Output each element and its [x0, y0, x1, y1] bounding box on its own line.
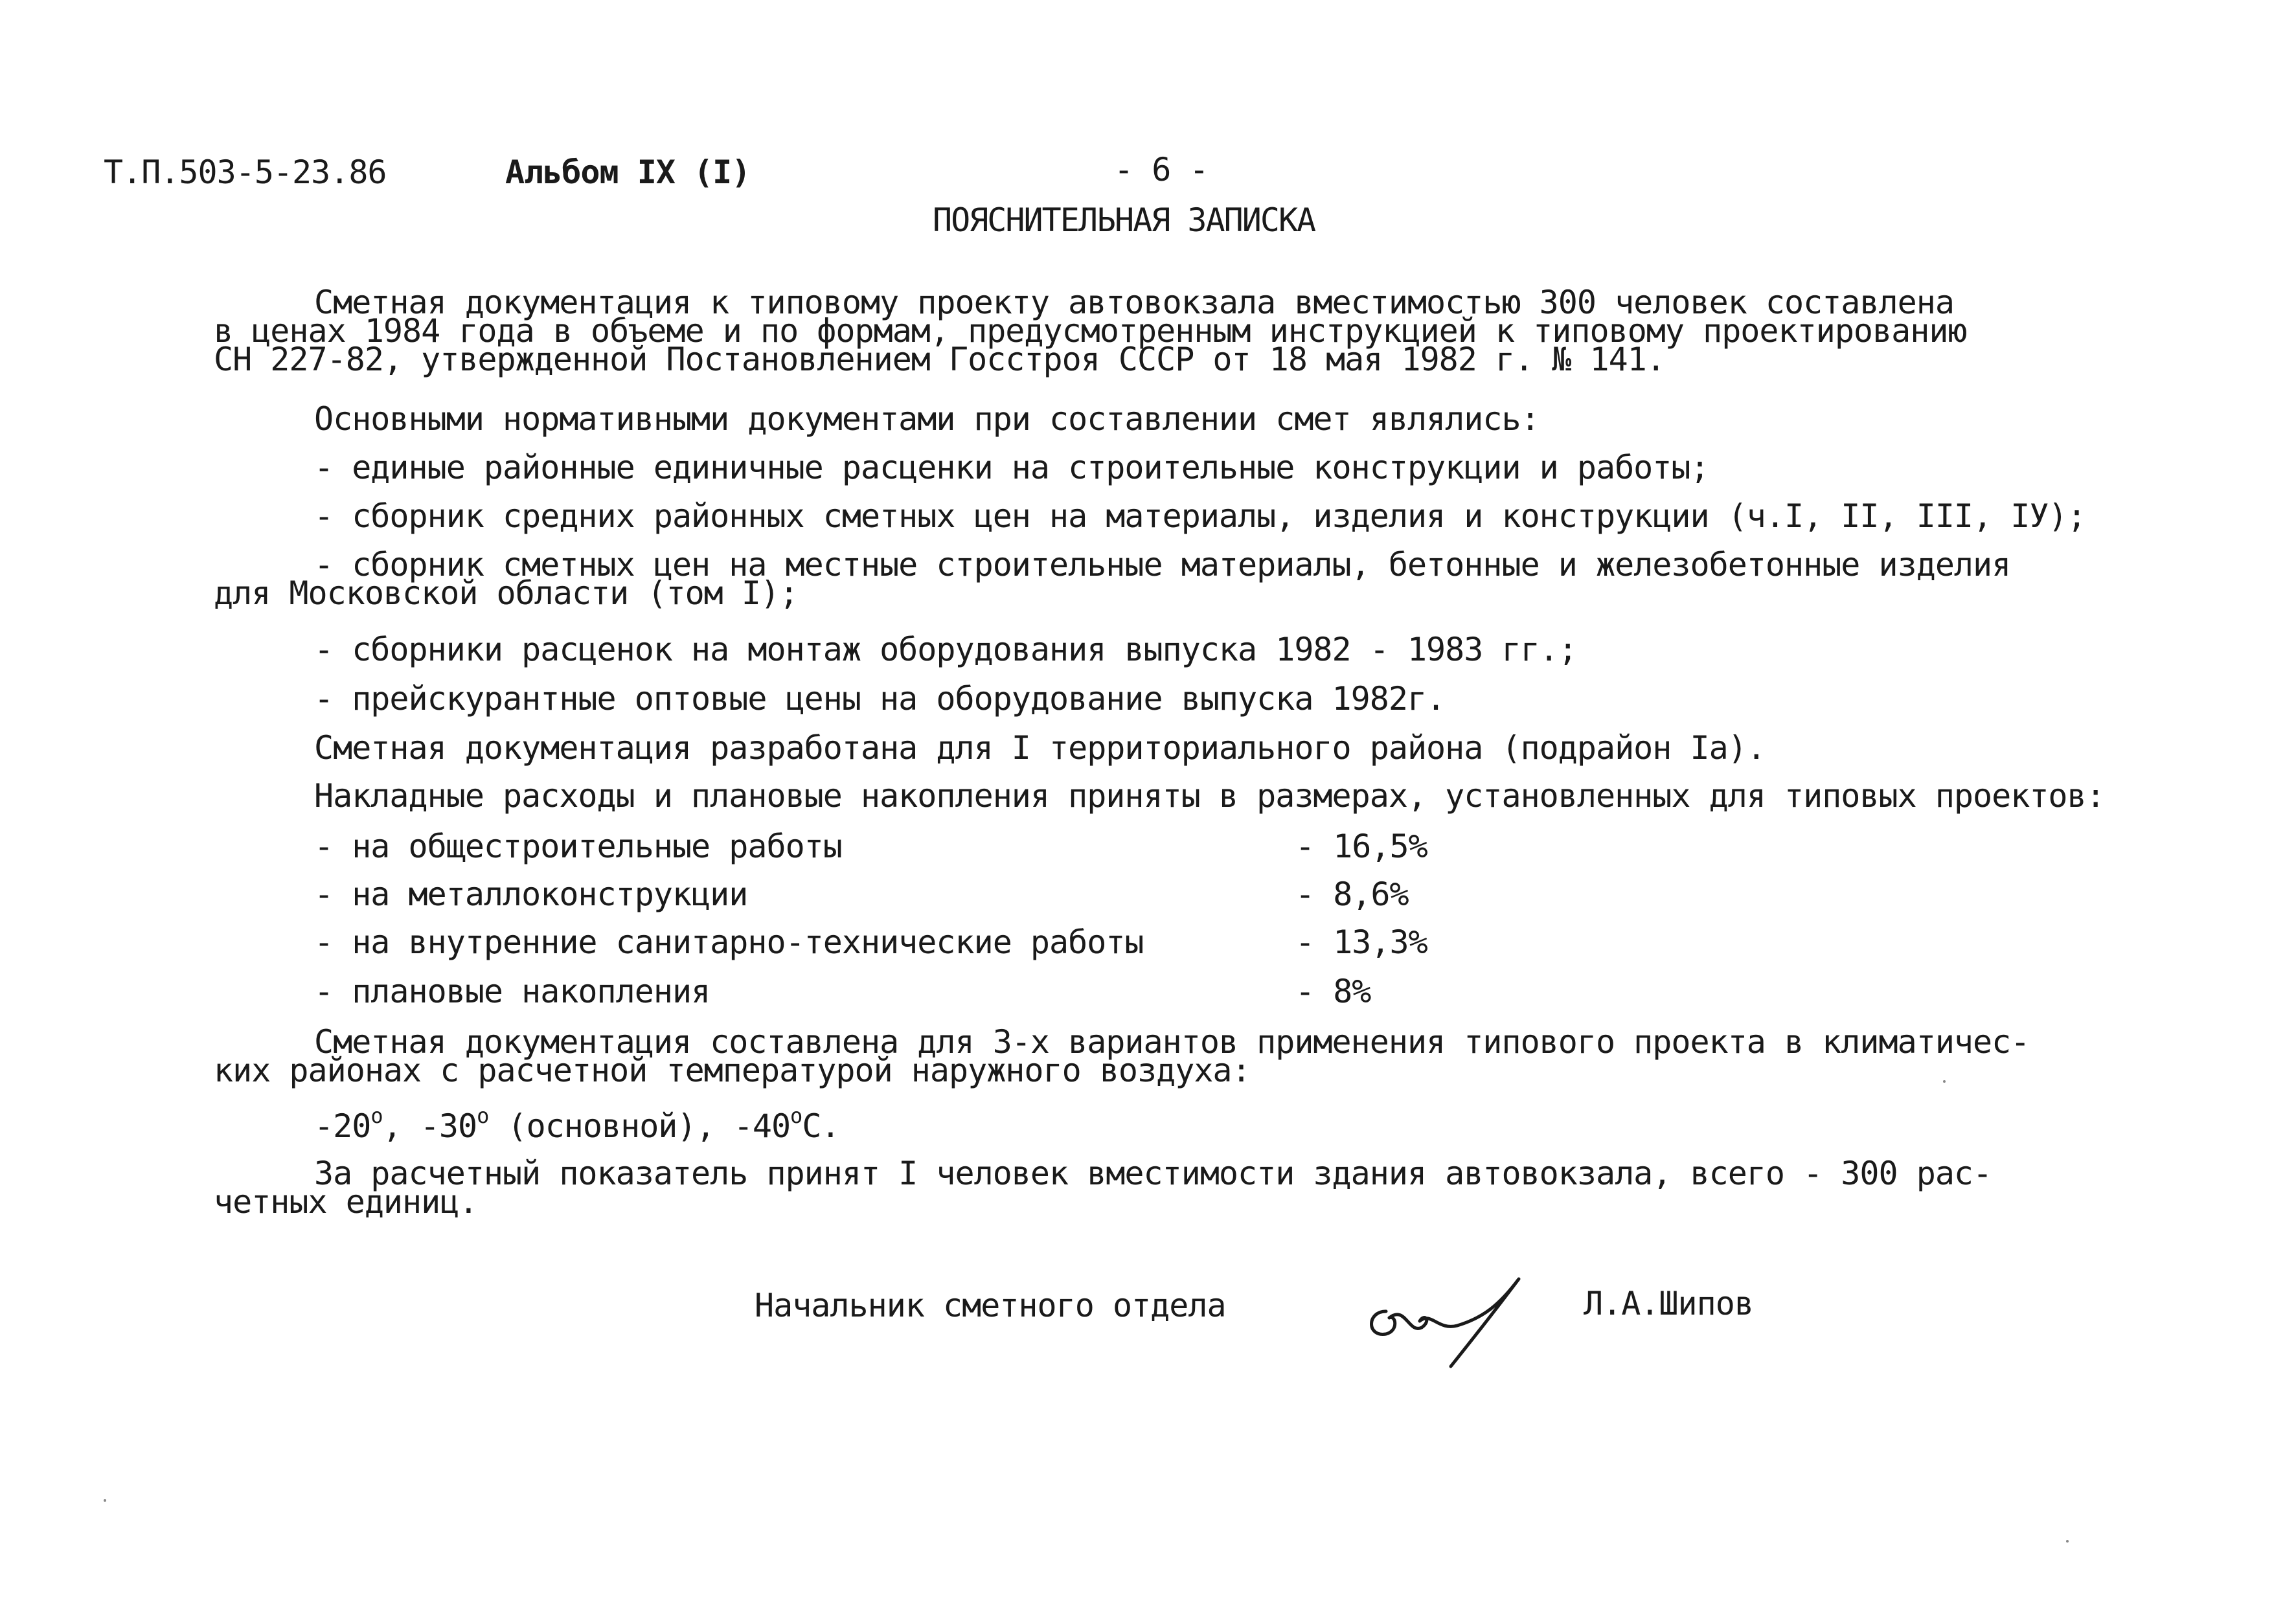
temp-value: -20 [314, 1107, 371, 1145]
list-item: - единые районные единичные расценки на строительные конструкции и работы; [314, 449, 1709, 486]
degree-sign: о [370, 1103, 383, 1128]
temp-value: -30 [420, 1107, 477, 1145]
text-line: Сметная документация к типовому проекту автовокзала вместимостью 300 человек составлена [314, 284, 1954, 321]
degree-sign: о [477, 1103, 489, 1128]
text-line: в ценах 1984 года в объеме и по формам, предусмотренным инструкцией к типовому проектированию [214, 312, 1967, 350]
text-line: СН 227-82, утвержденной Постановлением Госстроя СССР от 18 мая 1982 г. № 141. [214, 341, 1665, 378]
album-label: Альбом IX (I) [505, 153, 751, 191]
text-line: Сметная документация составлена для 3-х вариантов применения типового проекта в климатичес- [314, 1023, 2030, 1061]
signer-name: Л.А.Шипов [1584, 1285, 1753, 1322]
rate-value: - 13,3% [1295, 923, 1427, 961]
temp-unit: С. [802, 1107, 840, 1145]
text-line: За расчетный показатель принят I человек вместимости здания автовокзала, всего - 300 рас- [314, 1155, 1992, 1192]
temperature-values: $-20^о$, $-30^о$ (основной), $-40^оС$. [314, 1103, 840, 1145]
rate-row [0, 828, 2296, 864]
rate-value: - 16,5% [1295, 828, 1427, 865]
rate-label: - на металлоконструкции [314, 876, 748, 913]
overhead-intro: Накладные расходы и плановые накопления приняты в размерах, установленных для типовых проектов: [314, 777, 2105, 815]
temp-value: -40 [733, 1107, 791, 1145]
page-title: ПОЯСНИТЕЛЬНАЯ ЗАПИСКА [933, 201, 1315, 239]
intro-paragraph [214, 285, 2222, 377]
region-paragraph: Сметная документация разработана для I территориального района (подрайон Iа). [314, 729, 1766, 767]
climate-paragraph [214, 1024, 2222, 1088]
degree-sign: о [790, 1103, 802, 1128]
rate-row [0, 876, 2296, 912]
text-line: четных единиц. [214, 1183, 478, 1221]
list-item: - сборники расценок на монтаж оборудования выпуска 1982 - 1983 гг.; [314, 631, 1577, 668]
rate-row [0, 923, 2296, 960]
rate-value: - 8% [1295, 973, 1371, 1010]
signer-position: Начальник сметного отдела [755, 1287, 1226, 1324]
rate-value: - 8,6% [1295, 876, 1409, 913]
text-line: для Московской области (том I); [214, 574, 799, 612]
list-item [214, 547, 2222, 611]
rate-label: - на внутренние санитарно-технические работы [314, 923, 1144, 961]
rate-row [0, 973, 2296, 1009]
temp-note: (основной) [507, 1107, 696, 1145]
rate-label: - на общестроительные работы [314, 828, 842, 865]
scan-speck [1943, 1080, 1946, 1083]
page-number: - 6 - [1114, 151, 1209, 188]
text-line: - сборник сметных цен на местные строительные материалы, бетонные и железобетонные изделия [314, 546, 2011, 583]
indicator-paragraph [214, 1156, 2222, 1219]
scan-speck [104, 1499, 106, 1502]
list-item: - прейскурантные оптовые цены на оборудование выпуска 1982г. [314, 680, 1446, 718]
text-line: ких районах с расчетной температурой наружного воздуха: [214, 1052, 1251, 1089]
rate-label: - плановые накопления [314, 973, 710, 1010]
signature-image [1360, 1266, 1567, 1370]
document-code: Т.П.503-5-23.86 [104, 153, 387, 191]
list-item: - сборник средних районных сметных цен на материалы, изделия и конструкции (ч.I, II, III, IУ); [314, 497, 2086, 535]
normative-intro: Основными нормативными документами при составлении смет являлись: [314, 400, 1540, 438]
scan-speck [2066, 1540, 2069, 1543]
